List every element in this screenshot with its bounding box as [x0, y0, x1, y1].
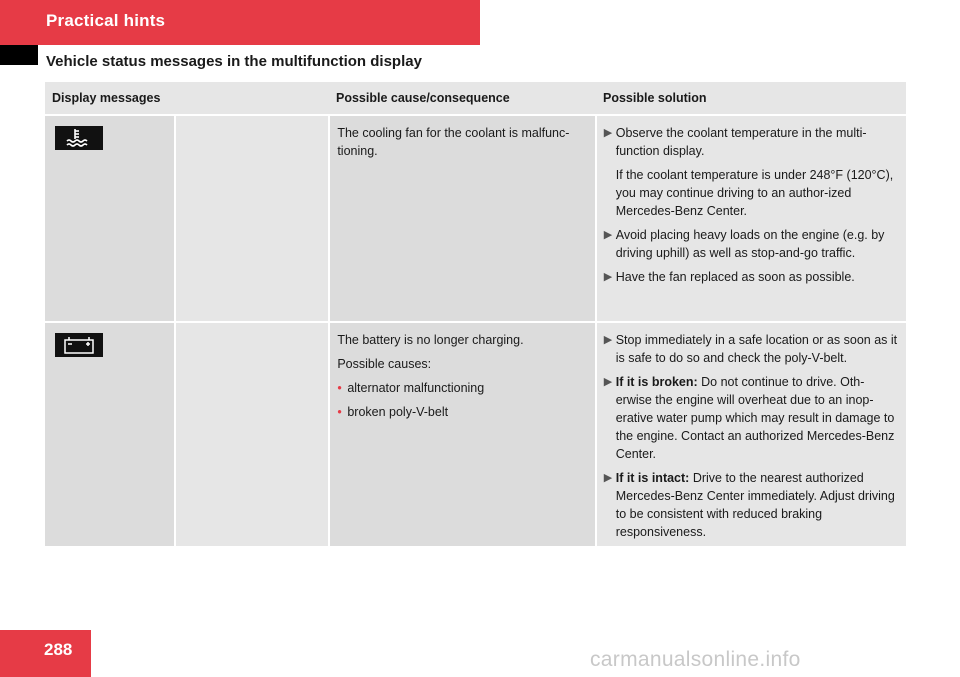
solution-text: Do not continue to drive. Oth-erwise the engine will overheat due to an inop-erative water pump which may result in damage to the engine. Contact an authorized Mercedes-Benz Center. [615, 375, 895, 461]
solution-text: Drive to the nearest authorized Mercedes-Benz Center immediately. Adjust driving to be consistent with reduced braking responsiveness. [615, 471, 895, 539]
arrow-icon: ▶ [603, 472, 613, 484]
solution-bold-label: If it is broken: [615, 375, 698, 389]
solution-text: Stop immediately in a safe location or as soon as it is safe to do so and check the poly-V-belt. [615, 333, 898, 365]
cause-cell [330, 116, 594, 321]
status-messages-table [45, 82, 906, 548]
cause-bullet [337, 403, 588, 421]
coolant-temperature-icon [55, 126, 103, 150]
solution-cell [597, 116, 906, 321]
arrow-icon: ▶ [603, 376, 613, 388]
arrow-icon: ▶ [603, 127, 613, 139]
solution-cell [597, 323, 906, 546]
solution-step [604, 469, 900, 541]
arrow-icon: ▶ [603, 229, 613, 241]
solution-step [604, 373, 900, 463]
cause-cell [330, 323, 594, 546]
solution-bold-label: If it is intact: [615, 471, 690, 485]
arrow-icon: ▶ [603, 271, 613, 283]
solution-text: Have the fan replaced as soon as possible. [615, 270, 855, 284]
solution-step [604, 124, 900, 160]
solution-text: Avoid placing heavy loads on the engine (e.g. by driving uphill) as well as stop-and-go traffic. [615, 228, 885, 260]
bullet-text: broken poly-V-belt [347, 405, 449, 419]
section-title: Practical hints [46, 11, 166, 30]
solution-step [604, 331, 900, 367]
page-number: 288 [44, 640, 73, 659]
page-subtitle: Vehicle status messages in the multifunction display [46, 53, 422, 70]
cause-text: The cooling fan for the coolant is malfunc-tioning. [337, 126, 570, 158]
table-header [45, 82, 906, 116]
table-row [45, 116, 906, 323]
battery-icon [55, 333, 103, 357]
solution-step [604, 226, 900, 262]
column-header-display: Display messages [52, 91, 161, 105]
arrow-icon: ▶ [603, 334, 613, 346]
solution-note: If the coolant temperature is under 248°F (120°C), you may continue driving to an author-ized Mercedes-Benz Center. [615, 168, 894, 218]
cause-text: The battery is no longer charging. [337, 333, 524, 347]
display-message-cell [45, 323, 174, 546]
solution-step [604, 268, 900, 286]
section-marker [0, 45, 38, 65]
bullet-icon: • [337, 381, 342, 395]
display-message-cell [45, 116, 174, 321]
bullet-text: alternator malfunctioning [347, 381, 485, 395]
cause-bullet [337, 379, 588, 397]
table-row [45, 323, 906, 548]
bullet-icon: • [337, 405, 342, 419]
column-header-cause: Possible cause/consequence [336, 91, 510, 105]
column-header-solution: Possible solution [603, 91, 707, 105]
cause-text: Possible causes: [337, 357, 432, 371]
watermark: carmanualsonline.info [590, 648, 801, 671]
solution-text: Observe the coolant temperature in the multi-function display. [615, 126, 867, 158]
